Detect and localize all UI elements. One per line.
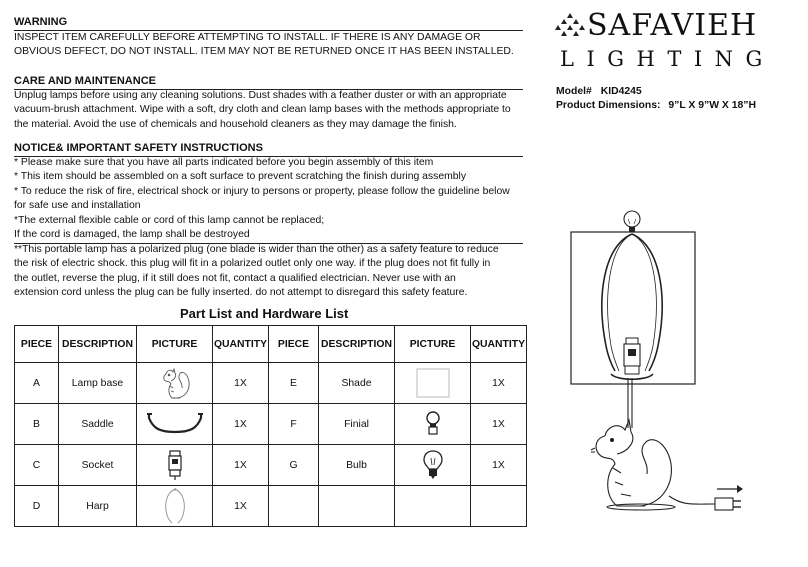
quantity-cell: 1X [471, 445, 527, 486]
warning-title: WARNING [14, 16, 68, 28]
col-header: PICTURE [395, 326, 471, 363]
assembled-socket-icon [624, 338, 640, 374]
description-cell: Bulb [319, 445, 395, 486]
description-cell: Harp [59, 486, 137, 527]
saddle-icon [145, 410, 205, 438]
dims-line [556, 100, 756, 111]
description-cell: Lamp base [59, 363, 137, 404]
notice-line: * This item should be assembled on a soft surface to prevent scratching the finish during assembly [14, 171, 467, 183]
assembled-bulb-icon [624, 211, 640, 232]
notice-text [14, 156, 529, 242]
piece-cell: C [15, 445, 59, 486]
socket-icon [165, 449, 185, 481]
plug-text [14, 243, 529, 301]
description-cell: Shade [319, 363, 395, 404]
description-cell: Saddle [59, 404, 137, 445]
picture-cell [137, 445, 213, 486]
quantity-cell: 1X [213, 363, 269, 404]
quantity-cell: 1X [213, 404, 269, 445]
description-cell: Socket [59, 445, 137, 486]
piece-cell: E [269, 363, 319, 404]
description-cell: Finial [319, 404, 395, 445]
parts-table-title: Part List and Hardware List [180, 306, 349, 321]
notice-line: If the cord is damaged, the lamp shall be destroyed [14, 229, 250, 241]
quantity-cell: 1X [471, 363, 527, 404]
warning-line: OBVIOUS DEFECT, DO NOT INSTALL. ITEM MAY NOT BE RETURNED ONCE IT HAS BEEN INSTALLED. [14, 46, 514, 58]
assembled-squirrel-base [591, 420, 675, 510]
picture-cell [137, 486, 213, 527]
col-header: DESCRIPTION [59, 326, 137, 363]
quantity-cell: 1X [471, 404, 527, 445]
col-header: PIECE [15, 326, 59, 363]
harp-icon [160, 487, 190, 525]
col-header: PICTURE [137, 326, 213, 363]
brand-sub: LIGHTING [560, 47, 775, 71]
bulb-icon [422, 449, 444, 481]
table-row [15, 486, 527, 527]
piece-cell: D [15, 486, 59, 527]
care-title: CARE AND MAINTENANCE [14, 75, 156, 87]
col-header: PIECE [269, 326, 319, 363]
model-value: KID4245 [600, 86, 642, 97]
quantity-cell: 1X [213, 445, 269, 486]
piece-cell [269, 486, 319, 527]
piece-cell: G [269, 445, 319, 486]
power-cord [669, 496, 715, 504]
notice-line: * Please make sure that you have all parts indicated before you begin assembly of this item [14, 157, 434, 168]
plug-line: the outlet, reverse the plug, if it still does not fit, contact a qualified electrician. Never use with an [14, 272, 456, 284]
quantity-cell [471, 486, 527, 527]
model-line [556, 86, 642, 97]
finial-icon [423, 409, 443, 439]
care-line: Unplug lamps before using any cleaning solutions. Dust shades with a feather duster or with an appropriate [14, 90, 507, 101]
shade-icon [415, 367, 451, 399]
piece-cell: B [15, 404, 59, 445]
table-row [15, 404, 527, 445]
plug-arrow-icon [717, 485, 743, 493]
notice-line: for safe use and installation [14, 200, 141, 212]
picture-cell [395, 363, 471, 404]
table-row [15, 363, 527, 404]
notice-line: *The external flexible cable or cord of this lamp cannot be replaced; [14, 214, 325, 226]
dims-value: 9”L X 9”W X 18”H [668, 100, 756, 111]
care-line: the material. Avoid the use of chemicals and household cleaners as they may damage the finish. [14, 118, 457, 130]
plug-line: the risk of electric shock. this plug will fit in a polarized outlet only one way. if the plug does not fit fully in [14, 258, 491, 270]
warning-line: INSPECT ITEM CAREFULLY BEFORE ATTEMPTING TO INSTALL. IF THERE IS ANY DAMAGE OR [14, 32, 481, 43]
picture-cell [395, 445, 471, 486]
dims-label: Product Dimensions: [556, 100, 661, 111]
chandelier-logo-icon [555, 12, 585, 38]
brand-name: SAFAVIEH [587, 8, 758, 43]
description-cell [319, 486, 395, 527]
plug-line: **This portable lamp has a polarized plug (one blade is wider than the other) as a safety feature to reduce [14, 244, 499, 255]
care-line: vacuum-brush attachment. Wipe with a soft, dry cloth and clean lamp bases with the methods appropriate to [14, 104, 511, 116]
squirrel-base-icon [158, 364, 192, 402]
piece-cell: F [269, 404, 319, 445]
col-header: DESCRIPTION [319, 326, 395, 363]
plug-icon [715, 498, 741, 510]
model-label: Model# [556, 86, 592, 97]
plug-line: extension cord unless the plug can be fully inserted. do not attempt to disregard this safety feature. [14, 287, 468, 299]
picture-cell [395, 404, 471, 445]
piece-cell: A [15, 363, 59, 404]
picture-cell [395, 486, 471, 527]
quantity-cell: 1X [213, 486, 269, 527]
warning-text [14, 31, 529, 60]
care-text [14, 89, 529, 132]
table-header-row [15, 326, 527, 363]
lamp-assembly-illustration [565, 206, 785, 536]
col-header: QUANTITY [213, 326, 269, 363]
notice-line: * To reduce the risk of fire, electrical shock or injury to persons or property, please follow the guideline below [14, 185, 510, 197]
table-row [15, 445, 527, 486]
notice-title: NOTICE& IMPORTANT SAFETY INSTRUCTIONS [14, 142, 263, 154]
picture-cell [137, 404, 213, 445]
picture-cell [137, 363, 213, 404]
col-header: QUANTITY [471, 326, 527, 363]
parts-table [14, 325, 527, 527]
